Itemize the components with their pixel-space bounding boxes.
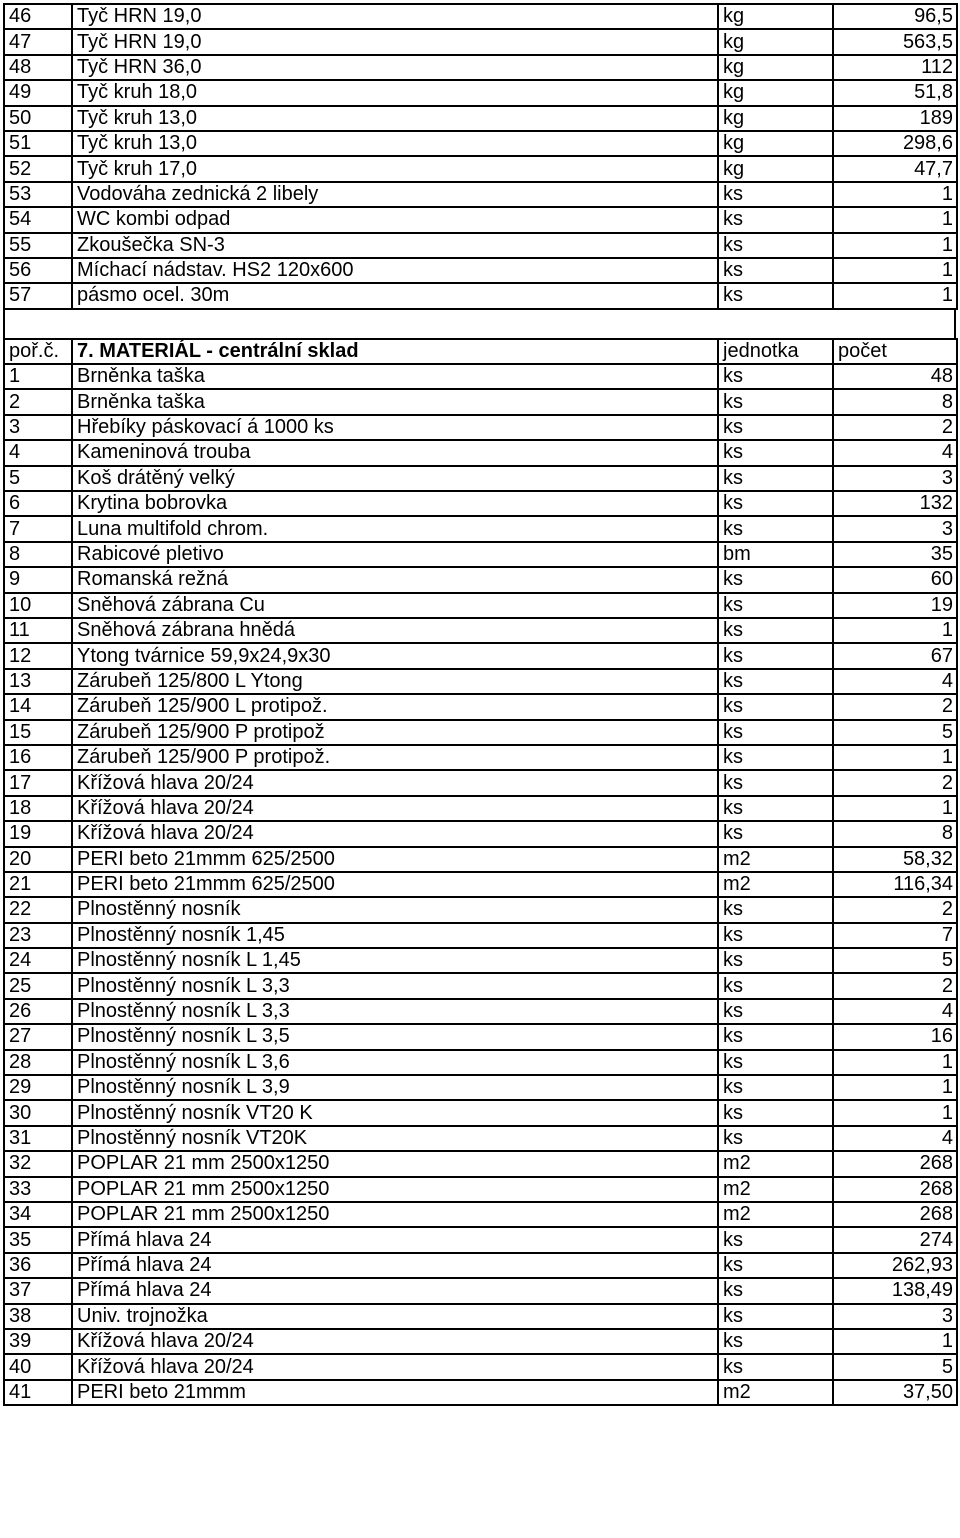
cell-number[interactable]: 15	[4, 720, 72, 745]
cell-unit[interactable]: kg	[718, 156, 833, 181]
cell-unit[interactable]: ks	[718, 897, 833, 922]
cell-number[interactable]: 32	[4, 1151, 72, 1176]
cell-number[interactable]: 20	[4, 847, 72, 872]
cell-number[interactable]: 18	[4, 796, 72, 821]
table-row	[4, 923, 957, 948]
cell-quantity[interactable]: 2	[833, 897, 957, 922]
table-row	[4, 1024, 957, 1049]
table-row	[4, 440, 957, 465]
cell-item-name[interactable]: Křížová hlava 20/24	[72, 821, 718, 846]
cell-number[interactable]: 55	[4, 233, 72, 258]
cell-number[interactable]: 6	[4, 491, 72, 516]
cell-number[interactable]: 11	[4, 618, 72, 643]
cell-quantity[interactable]: 2	[833, 973, 957, 998]
cell-unit[interactable]: ks	[718, 466, 833, 491]
table-row	[4, 643, 957, 668]
table-row	[4, 694, 957, 719]
cell-quantity[interactable]: 3	[833, 1304, 957, 1329]
cell-number[interactable]: 28	[4, 1050, 72, 1075]
cell-item-name[interactable]: Tyč HRN 19,0	[72, 4, 718, 29]
cell-number[interactable]: 17	[4, 770, 72, 795]
cell-item-name[interactable]: Zárubeň 125/900 L protipož.	[72, 694, 718, 719]
table-main-section	[3, 338, 958, 1406]
cell-number[interactable]: 40	[4, 1354, 72, 1379]
cell-quantity[interactable]: 4	[833, 440, 957, 465]
cell-item-name[interactable]: Tyč HRN 19,0	[72, 29, 718, 54]
cell-item-name[interactable]: Vodováha zednická 2 libely	[72, 182, 718, 207]
cell-quantity[interactable]: 116,34	[833, 872, 957, 897]
cell-number[interactable]: 2	[4, 389, 72, 414]
cell-number[interactable]: 48	[4, 55, 72, 80]
cell-item-name[interactable]: POPLAR 21 mm 2500x1250	[72, 1177, 718, 1202]
table-row	[4, 516, 957, 541]
header-cell-unit[interactable]: jednotka	[718, 339, 833, 364]
table-row	[4, 415, 957, 440]
cell-quantity[interactable]: 189	[833, 106, 957, 131]
cell-number[interactable]: 54	[4, 207, 72, 232]
cell-item-name[interactable]: Přímá hlava 24	[72, 1227, 718, 1252]
cell-unit[interactable]: kg	[718, 29, 833, 54]
cell-quantity[interactable]: 1	[833, 207, 957, 232]
cell-item-name[interactable]: Plnostěnný nosník L 3,6	[72, 1050, 718, 1075]
cell-unit[interactable]: ks	[718, 821, 833, 846]
table-row	[4, 1202, 957, 1227]
cell-number[interactable]: 26	[4, 999, 72, 1024]
cell-item-name[interactable]: Sněhová zábrana Cu	[72, 593, 718, 618]
cell-quantity[interactable]: 1	[833, 1050, 957, 1075]
cell-quantity[interactable]: 3	[833, 516, 957, 541]
cell-item-name[interactable]: POPLAR 21 mm 2500x1250	[72, 1151, 718, 1176]
cell-unit[interactable]: ks	[718, 999, 833, 1024]
table-row	[4, 80, 957, 105]
table-row	[4, 897, 957, 922]
cell-item-name[interactable]: WC kombi odpad	[72, 207, 718, 232]
cell-item-name[interactable]: Zárubeň 125/800 L Ytong	[72, 669, 718, 694]
cell-unit[interactable]: ks	[718, 1354, 833, 1379]
cell-item-name[interactable]: Tyč HRN 36,0	[72, 55, 718, 80]
cell-unit[interactable]: ks	[718, 440, 833, 465]
cell-unit[interactable]: bm	[718, 542, 833, 567]
cell-unit[interactable]: ks	[718, 1126, 833, 1151]
cell-unit[interactable]: ks	[718, 1050, 833, 1075]
cell-number[interactable]: 41	[4, 1380, 72, 1405]
cell-item-name[interactable]: PERI beto 21mmm 625/2500	[72, 872, 718, 897]
cell-quantity[interactable]: 274	[833, 1227, 957, 1252]
table-row	[4, 156, 957, 181]
cell-number[interactable]: 37	[4, 1278, 72, 1303]
cell-item-name[interactable]: Zárubeň 125/900 P protipož.	[72, 745, 718, 770]
cell-number[interactable]: 21	[4, 872, 72, 897]
cell-unit[interactable]: ks	[718, 1253, 833, 1278]
cell-item-name[interactable]: Plnostěnný nosník L 1,45	[72, 948, 718, 973]
cell-unit[interactable]: ks	[718, 283, 833, 308]
cell-quantity[interactable]: 1	[833, 618, 957, 643]
cell-number[interactable]: 10	[4, 593, 72, 618]
cell-unit[interactable]: ks	[718, 1329, 833, 1354]
cell-quantity[interactable]: 8	[833, 821, 957, 846]
cell-number[interactable]: 7	[4, 516, 72, 541]
cell-quantity[interactable]: 5	[833, 948, 957, 973]
cell-item-name[interactable]: Křížová hlava 20/24	[72, 1354, 718, 1379]
cell-unit[interactable]: ks	[718, 516, 833, 541]
cell-number[interactable]: 53	[4, 182, 72, 207]
top-section-body	[4, 4, 957, 309]
cell-item-name[interactable]: Kameninová trouba	[72, 440, 718, 465]
table-row	[4, 182, 957, 207]
cell-unit[interactable]: ks	[718, 1024, 833, 1049]
cell-unit[interactable]: ks	[718, 973, 833, 998]
cell-unit[interactable]: ks	[718, 258, 833, 283]
cell-quantity[interactable]: 8	[833, 389, 957, 414]
cell-quantity[interactable]: 1	[833, 1075, 957, 1100]
cell-unit[interactable]: ks	[718, 389, 833, 414]
cell-unit[interactable]: ks	[718, 415, 833, 440]
table-row	[4, 973, 957, 998]
cell-quantity[interactable]: 1	[833, 745, 957, 770]
cell-item-name[interactable]: Plnostěnný nosník L 3,3	[72, 999, 718, 1024]
table-row	[4, 491, 957, 516]
cell-quantity[interactable]: 5	[833, 1354, 957, 1379]
cell-number[interactable]: 50	[4, 106, 72, 131]
cell-quantity[interactable]: 3	[833, 466, 957, 491]
cell-quantity[interactable]: 1	[833, 233, 957, 258]
cell-item-name[interactable]: Hřebíky páskovací á 1000 ks	[72, 415, 718, 440]
cell-item-name[interactable]: PERI beto 21mmm 625/2500	[72, 847, 718, 872]
cell-quantity[interactable]: 58,32	[833, 847, 957, 872]
table-row	[4, 1227, 957, 1252]
table-row	[4, 618, 957, 643]
cell-quantity[interactable]: 4	[833, 1126, 957, 1151]
cell-item-name[interactable]: Krytina bobrovka	[72, 491, 718, 516]
spreadsheet-page	[3, 3, 956, 1406]
cell-item-name[interactable]: Plnostěnný nosník	[72, 897, 718, 922]
table-row	[4, 466, 957, 491]
cell-number[interactable]: 46	[4, 4, 72, 29]
cell-quantity[interactable]: 1	[833, 796, 957, 821]
table-row	[4, 1050, 957, 1075]
cell-quantity[interactable]: 48	[833, 364, 957, 389]
cell-item-name[interactable]: Plnostěnný nosník VT20 K	[72, 1100, 718, 1125]
cell-quantity[interactable]: 16	[833, 1024, 957, 1049]
table-row	[4, 1304, 957, 1329]
table-row	[4, 1354, 957, 1379]
cell-quantity[interactable]: 138,49	[833, 1278, 957, 1303]
cell-number[interactable]: 5	[4, 466, 72, 491]
cell-item-name[interactable]: Zkoušečka SN-3	[72, 233, 718, 258]
cell-number[interactable]: 36	[4, 1253, 72, 1278]
cell-quantity[interactable]: 96,5	[833, 4, 957, 29]
cell-quantity[interactable]: 268	[833, 1151, 957, 1176]
table-row	[4, 770, 957, 795]
cell-unit[interactable]: m2	[718, 872, 833, 897]
table-row	[4, 283, 957, 308]
cell-quantity[interactable]: 268	[833, 1177, 957, 1202]
cell-unit[interactable]: m2	[718, 1151, 833, 1176]
cell-unit[interactable]: ks	[718, 593, 833, 618]
cell-number[interactable]: 22	[4, 897, 72, 922]
cell-item-name[interactable]: Křížová hlava 20/24	[72, 796, 718, 821]
cell-number[interactable]: 47	[4, 29, 72, 54]
table-row	[4, 1151, 957, 1176]
table-row	[4, 364, 957, 389]
cell-item-name[interactable]: Luna multifold chrom.	[72, 516, 718, 541]
header-cell-section-title[interactable]: 7. MATERIÁL - centrální sklad	[72, 339, 718, 364]
cell-quantity[interactable]: 19	[833, 593, 957, 618]
cell-item-name[interactable]: pásmo ocel. 30m	[72, 283, 718, 308]
cell-quantity[interactable]: 1	[833, 1100, 957, 1125]
cell-number[interactable]: 27	[4, 1024, 72, 1049]
cell-unit[interactable]: ks	[718, 1304, 833, 1329]
table-row	[4, 821, 957, 846]
cell-item-name[interactable]: Sněhová zábrana hnědá	[72, 618, 718, 643]
cell-item-name[interactable]: Plnostěnný nosník L 3,5	[72, 1024, 718, 1049]
table-row	[4, 1177, 957, 1202]
table-row	[4, 542, 957, 567]
cell-number[interactable]: 51	[4, 131, 72, 156]
cell-item-name[interactable]: Tyč kruh 17,0	[72, 156, 718, 181]
cell-quantity[interactable]: 1	[833, 258, 957, 283]
cell-unit[interactable]: ks	[718, 182, 833, 207]
cell-item-name[interactable]: Romanská režná	[72, 567, 718, 592]
cell-unit[interactable]: ks	[718, 364, 833, 389]
cell-unit[interactable]: ks	[718, 207, 833, 232]
cell-item-name[interactable]: Přímá hlava 24	[72, 1278, 718, 1303]
cell-item-name[interactable]: PERI beto 21mmm	[72, 1380, 718, 1405]
table-row	[4, 55, 957, 80]
cell-unit[interactable]: ks	[718, 567, 833, 592]
table-row	[4, 1126, 957, 1151]
cell-number[interactable]: 29	[4, 1075, 72, 1100]
header-cell-quantity[interactable]: počet	[833, 339, 957, 364]
cell-quantity[interactable]: 47,7	[833, 156, 957, 181]
header-cell-number[interactable]: poř.č.	[4, 339, 72, 364]
cell-number[interactable]: 4	[4, 440, 72, 465]
table-row	[4, 745, 957, 770]
cell-number[interactable]: 14	[4, 694, 72, 719]
cell-number[interactable]: 57	[4, 283, 72, 308]
cell-item-name[interactable]: Brněnka taška	[72, 364, 718, 389]
cell-quantity[interactable]: 5	[833, 720, 957, 745]
cell-unit[interactable]: ks	[718, 669, 833, 694]
cell-number[interactable]: 13	[4, 669, 72, 694]
cell-unit[interactable]: ks	[718, 233, 833, 258]
cell-unit[interactable]: ks	[718, 948, 833, 973]
cell-quantity[interactable]: 4	[833, 669, 957, 694]
cell-number[interactable]: 9	[4, 567, 72, 592]
cell-number[interactable]: 49	[4, 80, 72, 105]
cell-unit[interactable]: m2	[718, 847, 833, 872]
cell-item-name[interactable]: Křížová hlava 20/24	[72, 1329, 718, 1354]
cell-unit[interactable]: kg	[718, 106, 833, 131]
cell-unit[interactable]: m2	[718, 1202, 833, 1227]
cell-unit[interactable]: ks	[718, 1100, 833, 1125]
cell-unit[interactable]: m2	[718, 1380, 833, 1405]
cell-quantity[interactable]: 262,93	[833, 1253, 957, 1278]
cell-number[interactable]: 16	[4, 745, 72, 770]
cell-quantity[interactable]: 1	[833, 283, 957, 308]
cell-unit[interactable]: kg	[718, 55, 833, 80]
table-row	[4, 1253, 957, 1278]
cell-unit[interactable]: kg	[718, 4, 833, 29]
cell-unit[interactable]: ks	[718, 618, 833, 643]
cell-quantity[interactable]: 2	[833, 415, 957, 440]
cell-item-name[interactable]: Plnostěnný nosník L 3,9	[72, 1075, 718, 1100]
cell-item-name[interactable]: Koš drátěný velký	[72, 466, 718, 491]
main-section-body	[4, 364, 957, 1405]
cell-unit[interactable]: kg	[718, 131, 833, 156]
table-row	[4, 847, 957, 872]
cell-number[interactable]: 33	[4, 1177, 72, 1202]
section-gap	[3, 310, 956, 338]
cell-unit[interactable]: ks	[718, 745, 833, 770]
cell-quantity[interactable]: 37,50	[833, 1380, 957, 1405]
cell-unit[interactable]: ks	[718, 770, 833, 795]
cell-number[interactable]: 38	[4, 1304, 72, 1329]
table-row	[4, 593, 957, 618]
table-row	[4, 1329, 957, 1354]
cell-unit[interactable]: ks	[718, 1278, 833, 1303]
cell-number[interactable]: 8	[4, 542, 72, 567]
cell-unit[interactable]: ks	[718, 1227, 833, 1252]
table-row	[4, 258, 957, 283]
cell-item-name[interactable]: Rabicové pletivo	[72, 542, 718, 567]
cell-quantity[interactable]: 132	[833, 491, 957, 516]
cell-quantity[interactable]: 268	[833, 1202, 957, 1227]
cell-item-name[interactable]: Brněnka taška	[72, 389, 718, 414]
cell-item-name[interactable]: Tyč kruh 18,0	[72, 80, 718, 105]
table-row	[4, 106, 957, 131]
cell-item-name[interactable]: Plnostěnný nosník 1,45	[72, 923, 718, 948]
table-row	[4, 1278, 957, 1303]
table-row	[4, 796, 957, 821]
cell-quantity[interactable]: 298,6	[833, 131, 957, 156]
cell-quantity[interactable]: 7	[833, 923, 957, 948]
cell-quantity[interactable]: 1	[833, 182, 957, 207]
cell-unit[interactable]: m2	[718, 1177, 833, 1202]
table-row	[4, 29, 957, 54]
cell-number[interactable]: 30	[4, 1100, 72, 1125]
cell-unit[interactable]: ks	[718, 694, 833, 719]
cell-item-name[interactable]: Univ. trojnožka	[72, 1304, 718, 1329]
table-row	[4, 948, 957, 973]
cell-number[interactable]: 24	[4, 948, 72, 973]
cell-item-name[interactable]: Plnostěnný nosník VT20K	[72, 1126, 718, 1151]
cell-quantity[interactable]: 2	[833, 770, 957, 795]
table-row	[4, 872, 957, 897]
table-row	[4, 1380, 957, 1405]
cell-unit[interactable]: ks	[718, 491, 833, 516]
cell-quantity[interactable]: 60	[833, 567, 957, 592]
table-row	[4, 999, 957, 1024]
cell-item-name[interactable]: Tyč kruh 13,0	[72, 106, 718, 131]
table-row	[4, 4, 957, 29]
table-row	[4, 131, 957, 156]
cell-number[interactable]: 35	[4, 1227, 72, 1252]
table-row	[4, 389, 957, 414]
cell-quantity[interactable]: 563,5	[833, 29, 957, 54]
cell-item-name[interactable]: Tyč kruh 13,0	[72, 131, 718, 156]
cell-unit[interactable]: kg	[718, 80, 833, 105]
cell-item-name[interactable]: Plnostěnný nosník L 3,3	[72, 973, 718, 998]
cell-number[interactable]: 25	[4, 973, 72, 998]
cell-number[interactable]: 31	[4, 1126, 72, 1151]
table-row	[4, 233, 957, 258]
cell-unit[interactable]: ks	[718, 923, 833, 948]
cell-number[interactable]: 34	[4, 1202, 72, 1227]
cell-quantity[interactable]: 112	[833, 55, 957, 80]
cell-item-name[interactable]: Ytong tvárnice 59,9x24,9x30	[72, 643, 718, 668]
table-row	[4, 720, 957, 745]
table-row	[4, 669, 957, 694]
cell-quantity[interactable]: 2	[833, 694, 957, 719]
cell-number[interactable]: 23	[4, 923, 72, 948]
cell-quantity[interactable]: 51,8	[833, 80, 957, 105]
header-row	[4, 339, 957, 364]
cell-unit[interactable]: ks	[718, 1075, 833, 1100]
cell-number[interactable]: 12	[4, 643, 72, 668]
table-row	[4, 207, 957, 232]
table-row	[4, 1100, 957, 1125]
cell-quantity[interactable]: 1	[833, 1329, 957, 1354]
cell-number[interactable]: 3	[4, 415, 72, 440]
cell-item-name[interactable]: Zárubeň 125/900 P protipož	[72, 720, 718, 745]
cell-quantity[interactable]: 35	[833, 542, 957, 567]
cell-unit[interactable]: ks	[718, 720, 833, 745]
cell-number[interactable]: 1	[4, 364, 72, 389]
cell-item-name[interactable]: Míchací nádstav. HS2 120x600	[72, 258, 718, 283]
cell-item-name[interactable]: Křížová hlava 20/24	[72, 770, 718, 795]
cell-number[interactable]: 52	[4, 156, 72, 181]
cell-quantity[interactable]: 4	[833, 999, 957, 1024]
table-row	[4, 1075, 957, 1100]
cell-number[interactable]: 39	[4, 1329, 72, 1354]
cell-number[interactable]: 56	[4, 258, 72, 283]
cell-item-name[interactable]: POPLAR 21 mm 2500x1250	[72, 1202, 718, 1227]
table-row	[4, 567, 957, 592]
cell-quantity[interactable]: 67	[833, 643, 957, 668]
cell-unit[interactable]: ks	[718, 643, 833, 668]
cell-unit[interactable]: ks	[718, 796, 833, 821]
table-top-section	[3, 3, 958, 310]
cell-item-name[interactable]: Přímá hlava 24	[72, 1253, 718, 1278]
cell-number[interactable]: 19	[4, 821, 72, 846]
